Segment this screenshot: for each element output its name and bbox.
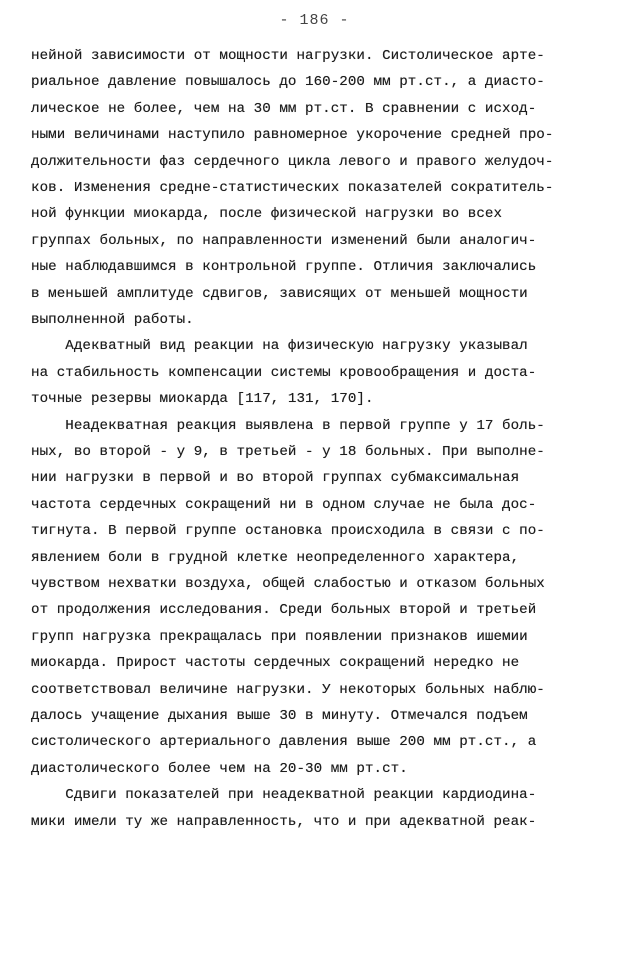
text-line: Адекватный вид реакции на физическую нагрузку указывал [31, 338, 528, 355]
text-line: нии нагрузки в первой и во второй группах субмаксимальная [31, 470, 520, 487]
text-line: ков. Изменения средне-статистических показателей сократитель- [31, 180, 554, 196]
text-line: тигнута. В первой группе остановка происходила в связи с по- [31, 523, 545, 540]
text-line: далось учащение дыхания выше 30 в минуту. Отмечался подъем [31, 708, 528, 724]
text-line: риальное давление повышалось до 160-200 мм рт.ст., а диасто- [31, 74, 545, 91]
text-line: миокарда. Прирост частоты сердечных сокращений нередко не [31, 655, 520, 672]
text-line: ными величинами наступило равномерное укорочение средней про- [31, 127, 554, 144]
text-line: чувством нехватки воздуха, общей слабостью и отказом больных [31, 576, 545, 592]
text-line: диастолического более чем на 20-30 мм рт.ст. [31, 760, 408, 777]
text-line: ных, во второй - у 9, в третьей - у 18 больных. При выполне- [31, 444, 545, 460]
text-line: лическое не более, чем на 30 мм рт.ст. В сравнении с исход- [31, 100, 537, 117]
text-line: Сдвиги показателей при неадекватной реакции кардиодина- [31, 787, 537, 804]
text-line: ной функции миокарда, после физической нагрузки во всех [31, 206, 503, 223]
text-line: в меньшей амплитуде сдвигов, зависящих от меньшей мощности [31, 285, 528, 302]
text-line: систолического артериального давления выше 200 мм рт.ст., а [31, 734, 537, 751]
text-line: групп нагрузка прекращалась при появлении признаков ишемии [31, 628, 528, 645]
text-line: должительности фаз сердечного цикла левого и правого желудоч- [31, 153, 554, 170]
text-line: мики имели ту же направленность, что и при адекватной реак- [31, 813, 537, 830]
text-line: от продолжения исследования. Среди больных второй и третьей [31, 602, 537, 619]
text-line: ные наблюдавшимся в контрольной группе. Отличия заключались [31, 259, 537, 276]
text-line: точные резервы миокарда [117, 131, 170]. [31, 391, 374, 408]
text-line: частота сердечных сокращений ни в одном случае не была дос- [31, 496, 537, 513]
page-number: - 186 - [279, 12, 350, 29]
text-line: явлением боли в грудной клетке неопределенного характера, [31, 549, 520, 566]
text-line: выполненной работы. [31, 312, 194, 328]
text-line: соответствовал величине нагрузки. У некоторых больных наблю- [31, 681, 545, 698]
text-line: на стабильность компенсации системы кровообращения и доста- [31, 364, 537, 381]
text-line: Неадекватная реакция выявлена в первой группе у 17 боль- [31, 417, 545, 434]
text-line: нейной зависимости от мощности нагрузки. Систолическое арте- [31, 48, 545, 64]
text-line: группах больных, по направленности изменений были аналогич- [31, 232, 537, 249]
